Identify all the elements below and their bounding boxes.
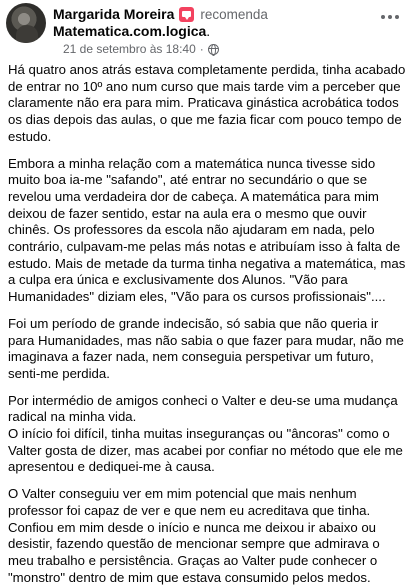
author-name[interactable]: Margarida Moreira xyxy=(53,6,175,22)
more-options-icon[interactable] xyxy=(378,12,402,22)
post-paragraph: Há quatro anos atrás estava completamente perdida, tinha acabado de entrar no 10º ano num curso que mais tarde vim a perceber que claramente não era para mim. Praticava ginástica acrobática todos os dias depois das aulas, o que me fazia ficar com pouco tempo de estudo. xyxy=(8,62,406,144)
author-line xyxy=(53,5,268,23)
page-name-link[interactable]: Matematica.com.logica xyxy=(53,23,207,39)
post-paragraph: O Valter conseguiu ver em mim potencial que mais nenhum professor foi capaz de ver e que nem eu acreditava que tinha. Confiou em mim desde o início e nunca me deixou ir abaixo ou desistir, fazendo questão de mencionar sempre que admirava o meu trabalho e persistência. Graças ao Valter pude conhecer o "monstro" dentro de mim que estava consumido pelos medos. xyxy=(8,486,380,585)
page-suffix: . xyxy=(206,23,211,39)
post-paragraph: Embora a minha relação com a matemática nunca tivesse sido muito boa ia-me "safando", até entrar no secundário o que se revelou uma verdadeira dor de cabeça. A matemática para mim deixou de fazer sentido, estar na aula era o mesmo que ouvir chinês. Os professores da escola não ajudaram em nada, pelo contrário, culpavam-me pelas más notas e atribuíam isso à falta de estudo. Mais de metade da turma tinha negativa a matemática, mas a culpa era única e exclusivamente dos Alunos. "Vão para Humanidades" diziam eles, "Vão para os cursos profissionais".... xyxy=(8,155,406,305)
recommend-icon xyxy=(179,7,194,22)
more-dot xyxy=(381,15,385,19)
post-header xyxy=(0,0,412,62)
meta-separator: · xyxy=(199,42,204,56)
page-line xyxy=(53,23,210,39)
post-paragraph: Por intermédio de amigos conheci o Valter e deu-se uma mudança radical na minha vida. xyxy=(8,392,398,425)
post-paragraph: O início foi difícil, tinha muitas inseguranças ou "âncoras" como o Valter gosta de dizer, mas acabei por confiar no método que ele me apresentou e dediquei-me à causa. xyxy=(8,426,403,475)
more-dot xyxy=(395,15,399,19)
avatar[interactable] xyxy=(6,3,46,43)
recommend-label: recomenda xyxy=(200,6,268,22)
post-paragraph: Foi um período de grande indecisão, só sabia que não queria ir para Humanidades, mas não sabia o que fazer para mudar, não me imaginava a fazer nada, nem conseguia perspetivar um futuro, senti-me perdida. xyxy=(8,315,404,381)
post-timestamp[interactable]: 21 de setembro às 18:40 xyxy=(63,42,196,56)
post-text xyxy=(8,62,408,585)
globe-icon[interactable] xyxy=(208,44,219,55)
post-meta xyxy=(63,42,219,56)
more-dot xyxy=(388,15,392,19)
